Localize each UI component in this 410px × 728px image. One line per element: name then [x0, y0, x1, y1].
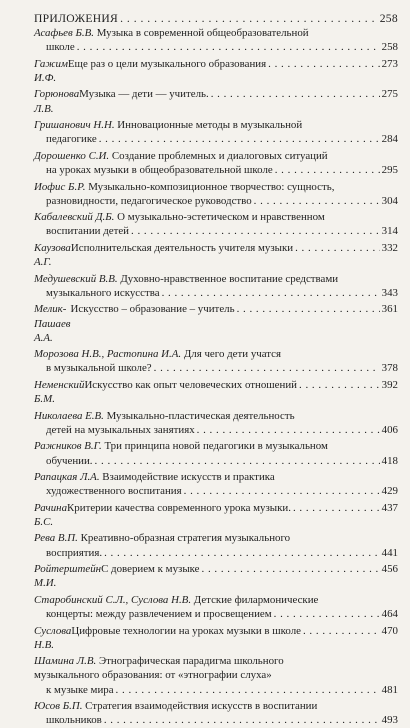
- entry-line: [34, 26, 398, 40]
- entry-line: [34, 180, 398, 194]
- page-number: 361: [381, 303, 398, 316]
- entry-title: Цифровые технологии на уроках музыки в школе: [71, 624, 301, 637]
- page-number: 456: [381, 563, 398, 576]
- entry-line: [34, 562, 398, 590]
- entry-title: Стратегия взаимодействия искусств в воспитании: [82, 700, 318, 713]
- entry-title: восприятия.: [46, 546, 103, 559]
- dot-leader: [104, 713, 380, 727]
- dot-leader: [99, 132, 380, 146]
- entry-line: [46, 683, 398, 697]
- entry-title: Музыка в современной общеобразовательной: [93, 27, 309, 39]
- dot-leader: [197, 423, 380, 437]
- dot-leader: [162, 286, 380, 300]
- section-title: ПРИЛОЖЕНИЯ: [34, 12, 119, 25]
- entry-line: [46, 484, 398, 498]
- dot-leader: [95, 454, 380, 468]
- dot-leader: [77, 40, 380, 54]
- contents-entry: [34, 531, 398, 559]
- entry-authors: Медушевский В.В.: [34, 272, 118, 285]
- entry-title: обучении.: [46, 454, 93, 467]
- entry-title: музыкального искусства: [46, 286, 160, 299]
- entry-authors: Гришанович Н.Н.: [34, 119, 115, 132]
- entry-authors: Мелик-Пашаев А.А.: [34, 303, 71, 344]
- contents-entry: [34, 302, 398, 345]
- entry-authors: Горюнова Л.В.: [34, 88, 80, 115]
- entry-line: [34, 378, 398, 406]
- entry-line: [46, 40, 398, 54]
- entry-title: Музыкально-композиционное творчество: сущность,: [85, 180, 335, 193]
- entry-line: [34, 272, 398, 286]
- page-number: 437: [381, 501, 398, 514]
- entry-title: музыкального образования: от «этнографии слуха»: [34, 669, 272, 682]
- page-number: 378: [381, 362, 398, 375]
- entry-title: к музыке мира: [46, 683, 114, 696]
- dot-leader: [275, 163, 380, 177]
- dot-leader: [237, 302, 380, 316]
- page-number: 343: [381, 286, 398, 299]
- contents-entry: [34, 149, 398, 177]
- entry-line: [46, 713, 398, 727]
- dot-leader: [211, 87, 380, 101]
- contents-entry: [34, 57, 398, 85]
- entry-authors: Суслова Н.В.: [34, 624, 72, 651]
- entry-title: воспитании детей: [46, 225, 130, 238]
- contents-entry: [34, 593, 398, 621]
- entry-authors: Неменский Б.М.: [34, 378, 85, 406]
- entry-title: Музыкально-пластическая деятельность: [103, 409, 295, 422]
- contents-entry: [34, 699, 398, 727]
- entry-line: [46, 163, 398, 177]
- entry-title: О музыкально-эстетическом и нравственном: [114, 211, 325, 224]
- dot-leader: [104, 546, 380, 560]
- entry-title: концерты: между развлечением и просвещением: [46, 608, 272, 621]
- entry-authors: Старобинский С.Л., Суслова Н.В.: [34, 593, 192, 606]
- page-number: 470: [381, 624, 398, 637]
- contents-entry: [34, 562, 398, 590]
- dot-leader: [268, 57, 380, 71]
- contents-entry: [34, 347, 398, 375]
- entry-line: [46, 607, 398, 621]
- dot-leader: [202, 562, 380, 576]
- dot-leader: [303, 624, 380, 638]
- page-number: 304: [381, 194, 398, 207]
- page-number: 464: [381, 608, 398, 621]
- entry-title: Исполнительская деятельность учителя музыки: [70, 241, 294, 254]
- entry-line: [34, 668, 398, 682]
- entry-title: Детские филармонические: [191, 593, 319, 606]
- contents-entry: [34, 654, 398, 697]
- entry-line: [34, 118, 398, 132]
- entry-line: [34, 699, 398, 713]
- page-number: 441: [381, 546, 398, 559]
- dot-leader: [154, 361, 380, 375]
- contents-entry: [34, 26, 398, 54]
- page-number: 332: [381, 241, 398, 254]
- entry-title: Музыка — дети — учитель.: [79, 88, 209, 101]
- dot-leader: [274, 607, 380, 621]
- entry-authors: Иофис Б.Р.: [34, 180, 86, 193]
- page-number: 284: [381, 133, 398, 146]
- entry-line: [34, 149, 398, 163]
- entry-authors: Каузова А.Г.: [34, 241, 71, 269]
- entry-line: [34, 501, 398, 529]
- entry-line: [34, 57, 398, 85]
- page-number: 406: [381, 423, 398, 436]
- entry-line: [34, 470, 398, 484]
- entry-line: [34, 593, 398, 607]
- entry-title: Создание проблемных и диалоговых ситуаций: [109, 149, 328, 162]
- dot-leader: [254, 194, 380, 208]
- entry-title: Креативно-образная стратегия музыкального: [77, 532, 291, 545]
- contents-entry: [34, 87, 398, 115]
- entry-title: Три принципа новой педагогики в музыкальном: [101, 440, 328, 453]
- entry-authors: Ройтерштейн М.И.: [34, 563, 102, 590]
- entry-authors: Рапацкая Л.А.: [34, 471, 100, 484]
- contents-entry: [34, 378, 398, 406]
- entry-title: Еще раз о цели музыкального образования: [67, 57, 267, 70]
- dot-leader: [299, 378, 380, 392]
- page-number: 258: [379, 12, 398, 25]
- page-number: 493: [381, 714, 398, 727]
- entry-line: [34, 531, 398, 545]
- page-number: 258: [381, 41, 398, 54]
- entry-title: С доверием к музыке: [101, 563, 200, 576]
- entry-title: в музыкальной школе?: [46, 362, 152, 375]
- entry-line: [34, 87, 398, 115]
- contents-entry: [34, 439, 398, 467]
- contents-entry: [34, 272, 398, 300]
- contents-list: [34, 26, 398, 728]
- entry-title: художественного воспитания: [46, 485, 182, 498]
- entry-authors: Рачина Б.С.: [34, 501, 68, 528]
- entry-title: школе: [46, 41, 75, 54]
- contents-entry: [34, 501, 398, 529]
- entry-title: Искусство – образование – учитель: [70, 303, 235, 316]
- entry-line: [46, 546, 398, 560]
- entry-line: [34, 302, 398, 345]
- section-heading: [34, 12, 398, 26]
- entry-authors: Асафьев Б.В.: [34, 27, 94, 39]
- entry-line: [46, 454, 398, 468]
- entry-title: Искусство как опыт человеческих отношений: [84, 378, 298, 391]
- contents-entry: [34, 470, 398, 498]
- contents-entry: [34, 624, 398, 652]
- entry-title: Для чего дети учатся: [181, 348, 282, 361]
- entry-title: Взаимодействие искусств и практика: [99, 471, 275, 484]
- contents-entry: [34, 118, 398, 146]
- entry-authors: Юсов Б.П.: [34, 700, 83, 713]
- page-number: 314: [381, 225, 398, 238]
- entry-authors: Кабалевский Д.Б.: [34, 211, 115, 224]
- entry-line: [46, 286, 398, 300]
- page-number: 418: [381, 454, 398, 467]
- entry-line: [46, 423, 398, 437]
- page-number: 275: [381, 88, 398, 101]
- entry-authors: Николаева Е.В.: [34, 409, 104, 422]
- page-number: 295: [381, 164, 398, 177]
- entry-title: детей на музыкальных занятиях: [46, 423, 195, 436]
- page-number: 392: [381, 378, 398, 391]
- entry-line: [34, 624, 398, 652]
- entry-authors: Морозова Н.В., Растопина И.А.: [34, 348, 182, 361]
- entry-authors: Шамина Л.В.: [34, 655, 97, 668]
- entry-line: [34, 409, 398, 423]
- entry-authors: Дорошенко С.И.: [34, 149, 110, 162]
- entry-line: [34, 241, 398, 269]
- entry-title: школьников: [46, 714, 102, 727]
- page-number: 429: [381, 485, 398, 498]
- entry-line: [46, 361, 398, 375]
- entry-line: [46, 132, 398, 146]
- entry-title: на уроках музыки в общеобразовательной школе: [46, 164, 273, 177]
- entry-line: [46, 224, 398, 238]
- entry-line: [34, 654, 398, 668]
- entry-authors: Ражников В.Г.: [34, 440, 102, 453]
- entry-authors: Гажим И.Ф.: [34, 57, 68, 84]
- entry-title: Этнографическая парадигма школьного: [96, 655, 284, 668]
- dot-leader: [295, 241, 380, 255]
- entry-title: разновидности, педагогическое руководство: [46, 194, 252, 207]
- contents-entry: [34, 210, 398, 238]
- dot-leader: [116, 683, 380, 697]
- entry-title: Критерии качества современного урока музыки.: [67, 501, 291, 514]
- entry-authors: Рева В.П.: [34, 532, 78, 545]
- dot-leader: [131, 224, 380, 238]
- entry-title: Инновационные методы в музыкальной: [114, 119, 303, 132]
- dot-leader: [120, 12, 378, 26]
- page-number: 273: [381, 57, 398, 70]
- entry-line: [46, 194, 398, 208]
- dot-leader: [293, 501, 380, 515]
- entry-line: [34, 347, 398, 361]
- entry-title: Духовно-нравственное воспитание средствами: [117, 272, 339, 285]
- entry-title: педагогике: [46, 133, 97, 146]
- contents-entry: [34, 409, 398, 437]
- entry-line: [34, 439, 398, 453]
- entry-line: [34, 210, 398, 224]
- page-number: 481: [381, 683, 398, 696]
- contents-entry: [34, 180, 398, 208]
- dot-leader: [184, 484, 380, 498]
- contents-entry: [34, 241, 398, 269]
